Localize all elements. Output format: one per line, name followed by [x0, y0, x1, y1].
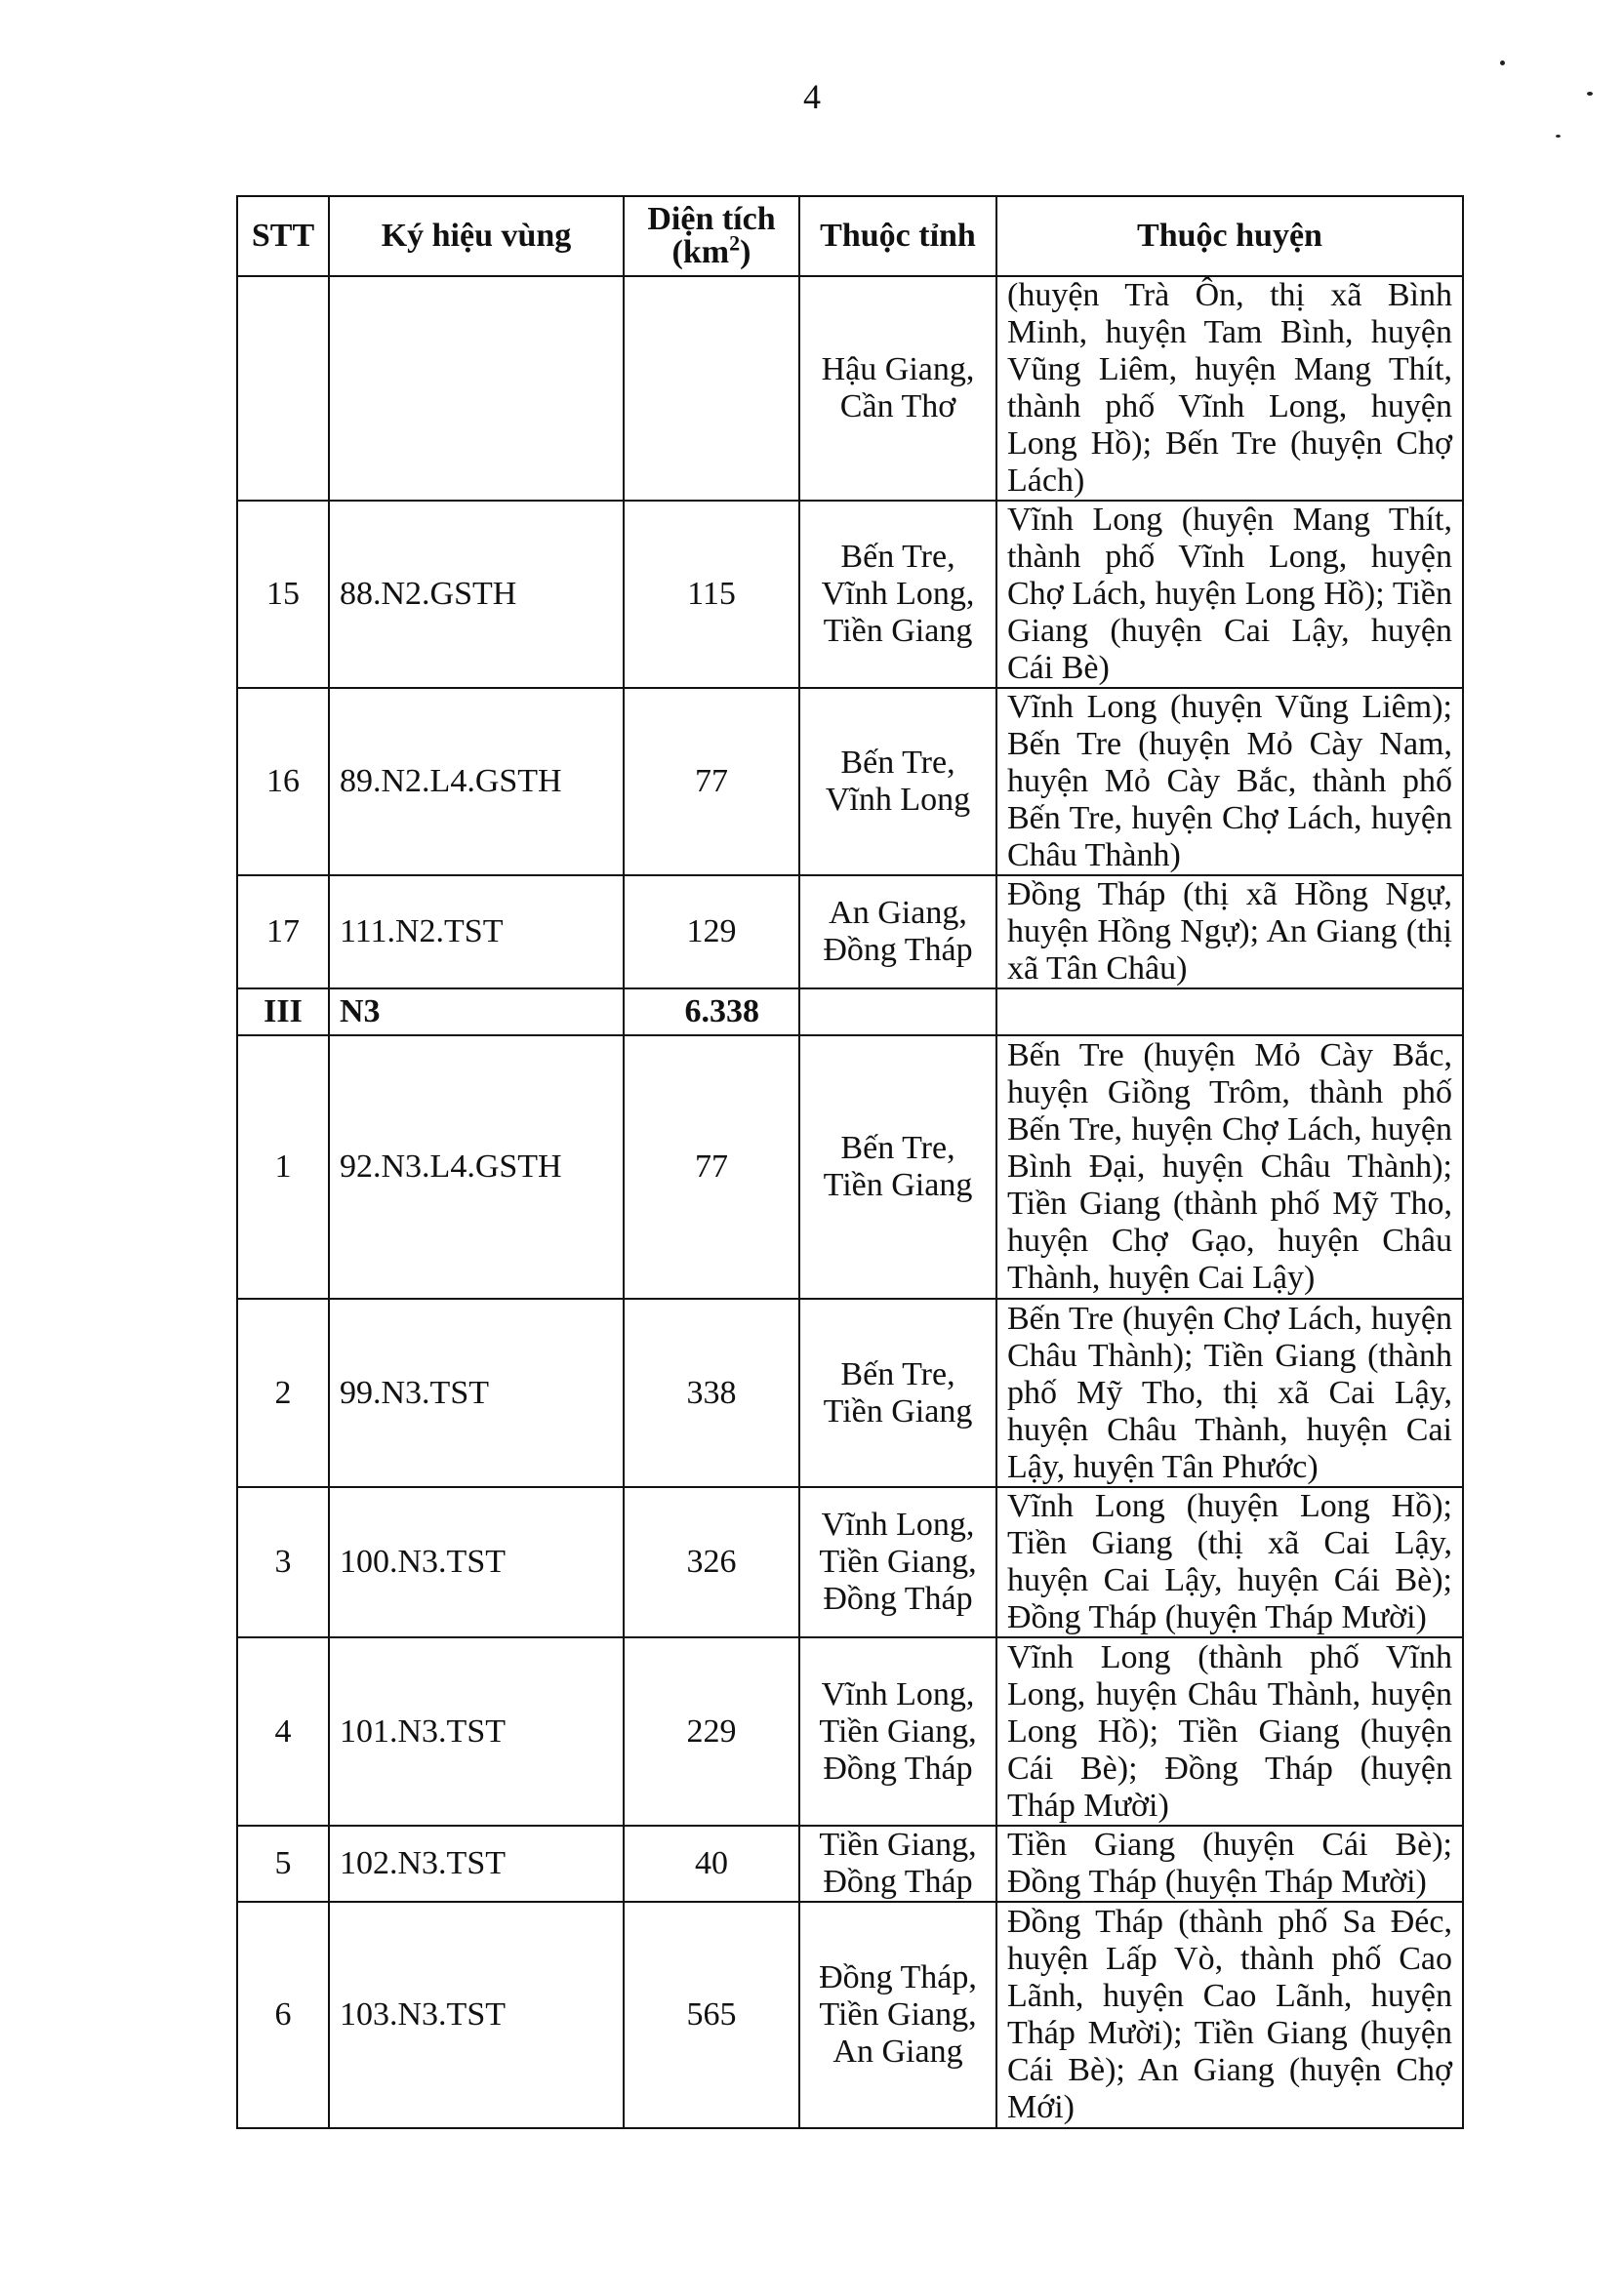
cell-district: Tiền Giang (huyện Cái Bè); Đồng Tháp (huyện Tháp Mười)	[996, 1826, 1463, 1902]
cell-district: Vĩnh Long (thành phố Vĩnh Long, huyện Châu Thành, huyện Long Hồ); Tiền Giang (huyện Cái Bè); Đồng Tháp (huyện Tháp Mười)	[996, 1637, 1463, 1826]
cell-province: Bến Tre, Tiền Giang	[799, 1299, 996, 1487]
cell-area: 40	[624, 1826, 799, 1902]
table-row	[237, 1826, 1463, 1902]
cell-region-code: 111.N2.TST	[329, 875, 624, 988]
cell-area: 565	[624, 1902, 799, 2128]
cell-area: 229	[624, 1637, 799, 1826]
cell-province: Đồng Tháp, Tiền Giang, An Giang	[799, 1902, 996, 2128]
table-row	[237, 688, 1463, 875]
header-area	[624, 196, 799, 276]
table-row	[237, 1299, 1463, 1487]
header-region-code: Ký hiệu vùng	[329, 196, 624, 276]
header-area-unit-post: )	[740, 234, 751, 270]
cell-region-code: 102.N3.TST	[329, 1826, 624, 1902]
cell-district: Vĩnh Long (huyện Long Hồ); Tiền Giang (thị xã Cai Lậy, huyện Cai Lậy, huyện Cái Bè); Đồng Tháp (huyện Tháp Mười)	[996, 1487, 1463, 1637]
table-row	[237, 276, 1463, 501]
cell-region-code: 101.N3.TST	[329, 1637, 624, 1826]
cell-stt: 6	[237, 1902, 329, 2128]
cell-region-code: 103.N3.TST	[329, 1902, 624, 2128]
scan-speck	[1587, 92, 1593, 96]
cell-stt: 17	[237, 875, 329, 988]
cell-stt: 1	[237, 1035, 329, 1299]
header-area-unit-sup: 2	[729, 230, 741, 256]
table-row	[237, 1637, 1463, 1826]
cell-stt: 16	[237, 688, 329, 875]
scan-speck	[1500, 60, 1505, 65]
table-row	[237, 875, 1463, 988]
cell-region-code	[329, 276, 624, 501]
cell-province: Bến Tre, Tiền Giang	[799, 1035, 996, 1299]
cell-district: Bến Tre (huyện Chợ Lách, huyện Châu Thành); Tiền Giang (thành phố Mỹ Tho, thị xã Cai Lậy, huyện Châu Thành, huyện Cai Lậy, huyện Tân Phước)	[996, 1299, 1463, 1487]
cell-stt: 3	[237, 1487, 329, 1637]
cell-area: 129	[624, 875, 799, 988]
cell-region-code: 88.N2.GSTH	[329, 501, 624, 688]
cell-province: Bến Tre, Vĩnh Long, Tiền Giang	[799, 501, 996, 688]
cell-region-code: 99.N3.TST	[329, 1299, 624, 1487]
cell-district: Đồng Tháp (thị xã Hồng Ngự, huyện Hồng Ngự); An Giang (thị xã Tân Châu)	[996, 875, 1463, 988]
cell-district: Vĩnh Long (huyện Vũng Liêm); Bến Tre (huyện Mỏ Cày Nam, huyện Mỏ Cày Bắc, thành phố Bến Tre, huyện Chợ Lách, huyện Châu Thành)	[996, 688, 1463, 875]
cell-region-code: 100.N3.TST	[329, 1487, 624, 1637]
page-number: 4	[803, 77, 821, 116]
header-area-unit-pre: (km	[671, 234, 730, 270]
cell-region-code: N3	[329, 988, 624, 1035]
cell-district: Đồng Tháp (thành phố Sa Đéc, huyện Lấp Vò, thành phố Cao Lãnh, huyện Cao Lãnh, huyện Tháp Mười); Tiền Giang (huyện Cái Bè); An Giang (huyện Chợ Mới)	[996, 1902, 1463, 2128]
cell-region-code: 89.N2.L4.GSTH	[329, 688, 624, 875]
cell-stt: 4	[237, 1637, 329, 1826]
header-stt: STT	[237, 196, 329, 276]
cell-province: An Giang, Đồng Tháp	[799, 875, 996, 988]
cell-province	[799, 988, 996, 1035]
cell-province: Bến Tre, Vĩnh Long	[799, 688, 996, 875]
cell-area: 115	[624, 501, 799, 688]
cell-stt: III	[237, 988, 329, 1035]
table-row	[237, 1035, 1463, 1299]
cell-district: (huyện Trà Ôn, thị xã Bình Minh, huyện Tam Bình, huyện Vũng Liêm, huyện Mang Thít, thành phố Vĩnh Long, huyện Long Hồ); Bến Tre (huyện Chợ Lách)	[996, 276, 1463, 501]
cell-district	[996, 988, 1463, 1035]
table-row	[237, 1902, 1463, 2128]
table-row	[237, 501, 1463, 688]
cell-province: Tiền Giang, Đồng Tháp	[799, 1826, 996, 1902]
section-row	[237, 988, 1463, 1035]
cell-area: 338	[624, 1299, 799, 1487]
table-body	[237, 276, 1463, 2128]
table-header-row	[237, 196, 1463, 276]
scan-speck	[1556, 135, 1561, 138]
cell-stt: 2	[237, 1299, 329, 1487]
cell-province: Vĩnh Long, Tiền Giang, Đồng Tháp	[799, 1487, 996, 1637]
cell-stt: 15	[237, 501, 329, 688]
region-table	[236, 195, 1464, 2129]
cell-area: 326	[624, 1487, 799, 1637]
cell-province: Hậu Giang, Cần Thơ	[799, 276, 996, 501]
cell-stt: 5	[237, 1826, 329, 1902]
cell-area: 6.338	[624, 988, 799, 1035]
cell-area: 77	[624, 1035, 799, 1299]
header-area-label: Diện tích	[647, 201, 776, 237]
header-province: Thuộc tỉnh	[799, 196, 996, 276]
cell-area: 77	[624, 688, 799, 875]
cell-province: Vĩnh Long, Tiền Giang, Đồng Tháp	[799, 1637, 996, 1826]
cell-district: Bến Tre (huyện Mỏ Cày Bắc, huyện Giồng Trôm, thành phố Bến Tre, huyện Chợ Lách, huyện Bình Đại, huyện Châu Thành); Tiền Giang (thành phố Mỹ Tho, huyện Chợ Gạo, huyện Châu Thành, huyện Cai Lậy)	[996, 1035, 1463, 1299]
cell-district: Vĩnh Long (huyện Mang Thít, thành phố Vĩnh Long, huyện Chợ Lách, huyện Long Hồ); Tiền Giang (huyện Cai Lậy, huyện Cái Bè)	[996, 501, 1463, 688]
cell-region-code: 92.N3.L4.GSTH	[329, 1035, 624, 1299]
cell-stt	[237, 276, 329, 501]
table-row	[237, 1487, 1463, 1637]
cell-area	[624, 276, 799, 501]
header-district: Thuộc huyện	[996, 196, 1463, 276]
